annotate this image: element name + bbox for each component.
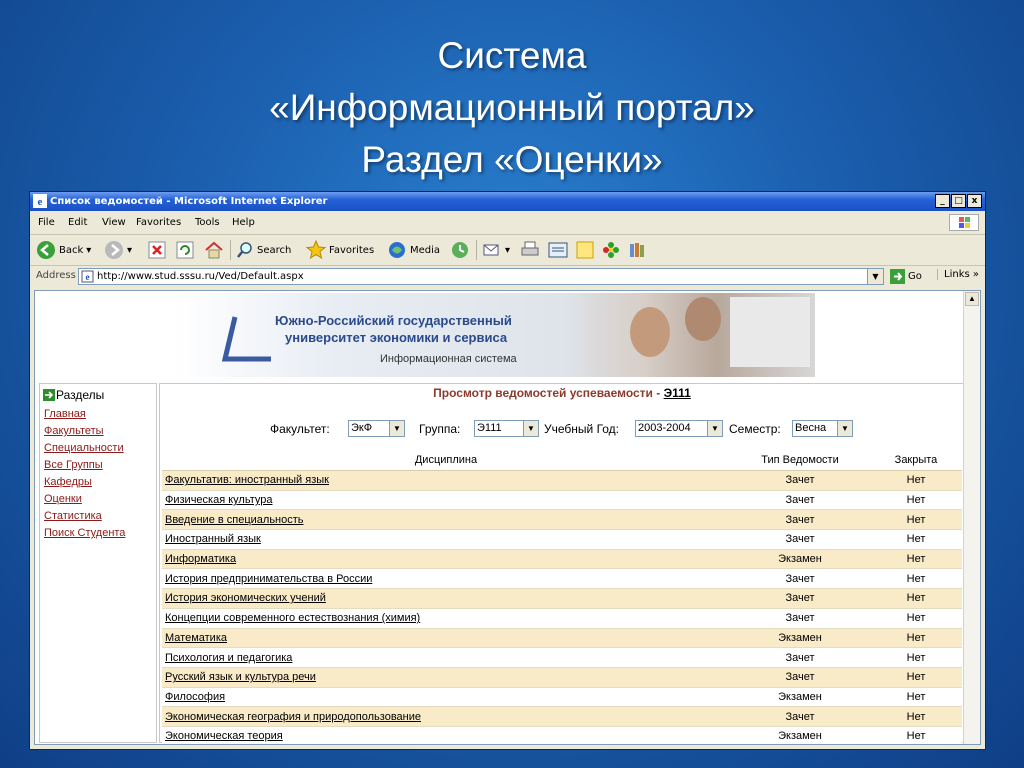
sheet-type-cell: Экзамен (730, 628, 870, 648)
closed-cell: Нет (870, 510, 962, 530)
banner-photo (570, 293, 815, 377)
vertical-scrollbar[interactable] (963, 291, 980, 744)
sidebar-item-faculties[interactable]: Факультеты (44, 425, 104, 437)
green-arrow-icon (43, 389, 55, 401)
table-row (162, 569, 962, 589)
table-row (162, 471, 962, 491)
ie-logo-icon (33, 194, 47, 208)
table-row (162, 648, 962, 668)
table-row (162, 687, 962, 707)
discipline-link[interactable]: Информатика (165, 553, 237, 566)
search-icon (236, 241, 254, 259)
go-arrow-icon (890, 269, 905, 284)
closed-cell: Нет (870, 569, 962, 589)
discipline-cell (162, 667, 730, 687)
svg-text:e: e (37, 196, 43, 208)
history-icon (450, 240, 470, 260)
address-bar (30, 266, 985, 288)
mail-button[interactable] (482, 239, 510, 261)
discipline-link[interactable]: Русский язык и культура речи (165, 671, 316, 684)
forward-dropdown-icon[interactable]: ▾ (127, 244, 133, 256)
year-value: 2003-2004 (638, 422, 691, 434)
discipline-cell (162, 589, 730, 609)
discipline-cell (162, 569, 730, 589)
chevron-down-icon: ▼ (389, 421, 404, 436)
sheet-type-cell: Зачет (730, 608, 870, 628)
discipline-cell (162, 628, 730, 648)
sidebar-item-student-search[interactable]: Поиск Студента (44, 527, 126, 539)
filter-bar (160, 420, 964, 440)
sidebar-item-statistics[interactable]: Статистика (44, 510, 102, 522)
sheet-type-cell: Зачет (730, 471, 870, 491)
closed-cell: Нет (870, 687, 962, 707)
menu-view[interactable]: View (102, 217, 126, 228)
table-row (162, 589, 962, 609)
content-title-text: Просмотр ведомостей успеваемости - (433, 386, 664, 400)
discipline-cell (162, 530, 730, 550)
discipline-link[interactable]: Психология и педагогика (165, 651, 293, 664)
home-button[interactable] (204, 239, 224, 261)
table-row (162, 490, 962, 510)
sidebar-item-grades[interactable]: Оценки (44, 493, 82, 505)
discipline-cell (162, 707, 730, 727)
group-value: Э111 (477, 422, 502, 434)
address-input[interactable] (78, 268, 884, 285)
favorites-label: Favorites (329, 244, 375, 256)
slide-title-line-1: Система (437, 35, 587, 76)
sheet-type-cell: Зачет (730, 648, 870, 668)
page-viewport (34, 290, 981, 745)
icq-flower-icon (602, 241, 620, 259)
icq-button[interactable] (602, 239, 620, 261)
closed-cell: Нет (870, 707, 962, 727)
sheet-type-cell: Зачет (730, 530, 870, 550)
table-row (162, 667, 962, 687)
group-link[interactable]: Э111 (663, 386, 691, 400)
address-url: http://www.stud.sssu.ru/Ved/Default.aspx (97, 271, 304, 282)
main-content (159, 383, 965, 743)
home-icon (204, 240, 224, 260)
faculty-select[interactable] (348, 420, 405, 437)
discipline-link[interactable]: Математика (165, 631, 227, 644)
col-sheet-type[interactable]: Тип Ведомости (730, 450, 870, 471)
research-books-icon (628, 241, 648, 259)
semester-value: Весна (795, 422, 827, 434)
chevron-down-icon: ▼ (837, 421, 852, 436)
group-select[interactable] (474, 420, 539, 437)
discipline-link[interactable]: Экономическая теория (165, 730, 283, 743)
search-label: Search (257, 244, 292, 256)
standard-toolbar (30, 235, 985, 266)
year-select[interactable] (635, 420, 723, 437)
closed-cell: Нет (870, 589, 962, 609)
discipline-link[interactable]: Философия (165, 690, 226, 703)
go-button[interactable] (890, 269, 922, 284)
forward-arrow-icon (104, 240, 124, 260)
menu-edit[interactable]: Edit (68, 217, 88, 228)
note-icon (576, 241, 594, 259)
sheet-type-cell: Зачет (730, 569, 870, 589)
menu-file[interactable]: File (38, 217, 55, 228)
discipline-cell (162, 471, 730, 491)
favorites-star-icon (306, 240, 326, 260)
sidebar-nav (39, 383, 157, 743)
chevron-down-icon: ▼ (523, 421, 538, 436)
print-icon (520, 241, 540, 259)
address-label: Address (36, 270, 76, 281)
menu-tools[interactable]: Tools (195, 217, 220, 228)
discipline-link[interactable]: История предпринимательства в России (165, 572, 373, 585)
menu-help[interactable]: Help (232, 217, 255, 228)
sidebar-item-all-groups[interactable]: Все Группы (44, 459, 103, 471)
refresh-button[interactable] (176, 239, 194, 261)
semester-label: Семестр: (729, 422, 781, 436)
discipline-cell (162, 608, 730, 628)
chevron-down-icon: ▼ (707, 421, 722, 436)
grade-sheets-table (162, 450, 962, 745)
slide-title-line-3: Раздел «Оценки» (361, 139, 663, 180)
closed-cell: Нет (870, 667, 962, 687)
minimize-button[interactable]: _ (935, 194, 950, 208)
scroll-up-icon[interactable]: ▲ (965, 292, 979, 306)
group-label: Группа: (419, 422, 461, 436)
sheet-type-cell: Зачет (730, 490, 870, 510)
table-row (162, 628, 962, 648)
year-label: Учебный Год: (544, 422, 620, 436)
menu-bar (30, 212, 985, 235)
mail-icon (482, 241, 502, 259)
discipline-cell (162, 648, 730, 668)
table-row (162, 549, 962, 569)
banner-line-2: университет экономики и сервиса (285, 330, 508, 345)
back-arrow-icon (36, 240, 56, 260)
back-label: Back (59, 244, 84, 256)
forward-button[interactable] (104, 239, 132, 261)
close-button[interactable]: x (967, 194, 982, 208)
links-chevron-icon: » (972, 269, 980, 280)
sidebar-header (43, 388, 104, 402)
slide-title-line-2: «Информационный портал» (269, 87, 755, 128)
maximize-button[interactable]: □ (951, 194, 966, 208)
toolbar-separator (476, 240, 477, 260)
discipline-link[interactable]: Концепции современного естествознания (химия) (165, 612, 421, 625)
svg-text:e: e (85, 272, 90, 282)
table-header-row (162, 450, 962, 471)
media-button[interactable] (387, 239, 440, 261)
closed-cell: Нет (870, 628, 962, 648)
window-title: Список ведомостей - Microsoft Internet Explorer (50, 196, 328, 207)
favorites-button[interactable] (306, 239, 374, 261)
sidebar-header-label: Разделы (56, 388, 105, 402)
table-row (162, 530, 962, 550)
print-button[interactable] (520, 239, 540, 261)
discipline-link[interactable]: Физическая культура (165, 494, 273, 507)
sidebar-item-main[interactable]: Главная (44, 408, 86, 420)
table-row (162, 510, 962, 530)
faculty-label: Факультет: (270, 422, 330, 436)
search-button[interactable] (236, 239, 291, 261)
closed-cell: Нет (870, 608, 962, 628)
university-banner (175, 293, 815, 377)
sheet-type-cell: Зачет (730, 667, 870, 687)
closed-cell: Нет (870, 648, 962, 668)
sheet-type-cell: Зачет (730, 707, 870, 727)
sheet-type-cell: Экзамен (730, 726, 870, 745)
windows-flag-icon (949, 214, 979, 231)
faculty-value: ЭкФ (351, 422, 373, 434)
sheet-type-cell: Зачет (730, 510, 870, 530)
discuss-button[interactable] (576, 239, 594, 261)
discipline-cell (162, 687, 730, 707)
address-dropdown-icon[interactable]: ▼ (867, 269, 883, 284)
table-row (162, 608, 962, 628)
menu-favorites[interactable]: Favorites (136, 217, 182, 228)
discipline-link[interactable]: Экономическая география и природопользование (165, 710, 421, 723)
banner-line-1: Южно-Российский государственный (275, 313, 512, 328)
university-logo-icon (215, 315, 275, 365)
closed-cell: Нет (870, 471, 962, 491)
page-icon (81, 270, 94, 283)
research-button[interactable] (628, 239, 648, 261)
sheet-type-cell: Экзамен (730, 687, 870, 707)
table-row (162, 707, 962, 727)
sidebar-item-departments[interactable]: Кафедры (44, 476, 92, 488)
closed-cell: Нет (870, 726, 962, 745)
go-label: Go (908, 271, 922, 282)
banner-line-3: Информационная система (380, 353, 517, 365)
table-row (162, 726, 962, 745)
media-label: Media (410, 244, 441, 256)
content-title (160, 386, 964, 400)
back-button[interactable] (36, 239, 91, 261)
window-titlebar[interactable] (30, 192, 985, 211)
stop-button[interactable] (148, 239, 166, 261)
discipline-link[interactable]: Факультатив: иностранный язык (165, 474, 329, 487)
closed-cell: Нет (870, 490, 962, 510)
links-button[interactable] (937, 269, 979, 280)
discipline-cell (162, 510, 730, 530)
mail-dropdown-icon[interactable]: ▾ (505, 244, 511, 256)
media-icon (387, 240, 407, 260)
sheet-type-cell: Экзамен (730, 549, 870, 569)
slide-title (0, 30, 1024, 186)
col-closed[interactable]: Закрыта (870, 450, 962, 471)
toolbar-separator (230, 240, 231, 260)
sidebar-item-specialties[interactable]: Специальности (44, 442, 124, 454)
browser-window (29, 191, 986, 750)
back-dropdown-icon[interactable]: ▾ (86, 244, 92, 256)
closed-cell: Нет (870, 530, 962, 550)
discipline-cell (162, 549, 730, 569)
edit-button[interactable] (548, 239, 568, 261)
links-label: Links (944, 269, 970, 280)
semester-select[interactable] (792, 420, 853, 437)
discipline-link[interactable]: Введение в специальность (165, 513, 304, 526)
discipline-cell (162, 490, 730, 510)
col-discipline[interactable]: Дисциплина (162, 450, 730, 471)
window-controls (935, 194, 982, 208)
closed-cell: Нет (870, 549, 962, 569)
stop-icon (148, 241, 166, 259)
discipline-link[interactable]: Иностранный язык (165, 533, 261, 546)
sheet-type-cell: Зачет (730, 589, 870, 609)
history-button[interactable] (450, 239, 470, 261)
discipline-cell (162, 726, 730, 745)
discipline-link[interactable]: История экономических учений (165, 592, 326, 605)
edit-page-icon (548, 241, 568, 259)
refresh-icon (176, 241, 194, 259)
